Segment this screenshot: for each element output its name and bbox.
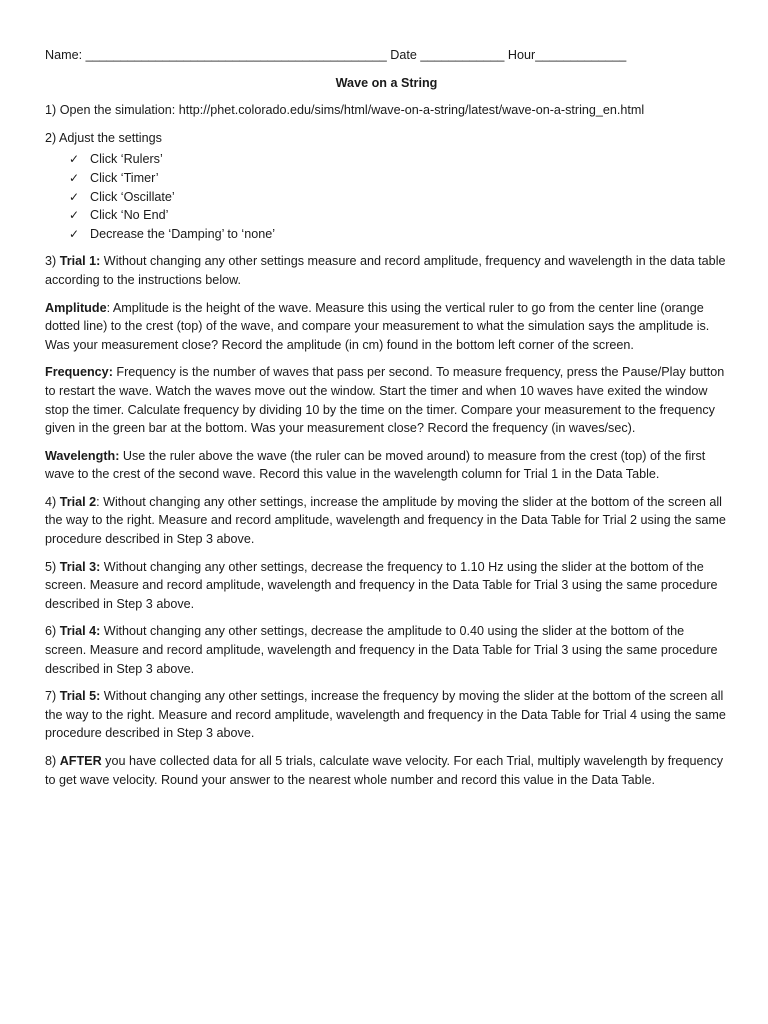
checkmark-icon: ✓ (69, 226, 80, 241)
list-item (69, 150, 728, 169)
list-item (69, 206, 728, 225)
checkmark-icon: ✓ (69, 170, 80, 185)
step-6-trial-4 (45, 622, 728, 678)
step-text: you have collected data for all 5 trials, calculate wave velocity. For each Trial, multiply wavelength by frequency to get wave velocity. Round your answer to the nearest whole number and record this value in the Data Table. (45, 754, 724, 787)
trial-label: Trial 4: (59, 624, 101, 639)
term-label: Frequency: (45, 365, 113, 380)
term-text: Use the ruler above the wave (the ruler can be moved around) to measure from the crest (top) of the first wave to the crest of the second wave. Record this value in the wavelength column for Trial 1 in the Data Table. (45, 448, 706, 482)
checkmark-icon: ✓ (69, 189, 80, 204)
worksheet-title: Wave on a String (335, 75, 438, 90)
date-field-label[interactable]: Date ____________ (386, 48, 505, 62)
step-text: : Without changing any other settings, increase the amplitude by moving the slider at the bottom of the screen all the way to the right. Measure and record amplitude, wavelength and frequency in the Data Table for Trial 2 using the same procedure described in Step 3 above. (45, 494, 726, 547)
name-field-label[interactable]: Name: ___________________________________________ (45, 48, 387, 62)
trial-label: Trial 1: (59, 254, 101, 269)
hour-field-label[interactable]: Hour_____________ (504, 48, 627, 62)
step-3-trial-1 (45, 252, 728, 289)
list-item-label: Click ‘Timer’ (90, 170, 159, 185)
list-item-label: Decrease the ‘Damping’ to ‘none’ (90, 226, 276, 241)
term-text: Frequency is the number of waves that pass per second. To measure frequency, press the Pause/Play button to restart the wave. Watch the waves move out the window. Start the timer and when 10 waves have exited the window stop the timer. Calculate frequency by dividing 10 by the time on the timer. Compare your measurement to the frequency given in the green bar at the bottom. Was your measurement close? Record the frequency (in waves/sec). (45, 365, 725, 436)
checkmark-icon: ✓ (69, 208, 80, 223)
list-item-label: Click ‘Rulers’ (90, 152, 163, 167)
step-number: 3) (45, 254, 60, 269)
emphasis-label: AFTER (59, 754, 102, 768)
step-text: Without changing any other settings, increase the frequency by moving the slider at the bottom of the screen all the way to the right. Measure and record amplitude, wavelength and frequency in the Data Table for Trial 4 using the same procedure described in Step 3 above. (45, 689, 726, 741)
step-number: 8) (45, 754, 60, 768)
settings-checklist (45, 150, 728, 243)
term-text: : Amplitude is the height of the wave. Measure this using the vertical ruler to go from the center line (orange dotted line) to the crest (top) of the wave, and compare your measurement to what the simulation says the amplitude is. Was your measurement close? Record the amplitude (in cm) found in the bottom left corner of the screen. (45, 300, 710, 352)
step-text: Without changing any other settings, decrease the amplitude to 0.40 using the slider at the bottom of the screen. Measure and record amplitude, wavelength and frequency in the Data Table for Trial 3 using the same procedure described in Step 3 above. (45, 624, 718, 676)
list-item-label: Click ‘No End’ (90, 208, 169, 223)
trial-label: Trial 3: (59, 559, 101, 574)
step-number: 6) (45, 624, 60, 639)
step-8-wave-velocity (45, 752, 728, 789)
step-number: 5) (45, 559, 60, 574)
step-1-open-simulation: 1) Open the simulation: http://phet.colorado.edu/sims/html/wave-on-a-string/latest/wave-on-a-string_en.html (45, 103, 645, 118)
frequency-instructions (45, 363, 728, 437)
student-info-line (45, 46, 728, 65)
term-label: Amplitude (45, 300, 107, 315)
wavelength-instructions (45, 447, 728, 484)
step-text: Without changing any other settings, decrease the frequency to 1.10 Hz using the slider at the bottom of the screen. Measure and record amplitude, wavelength and frequency in the Data Table for Trial 3 using the same procedure described in Step 3 above. (45, 559, 718, 611)
step-5-trial-3 (45, 558, 728, 614)
step-number: 4) (45, 494, 60, 509)
list-item-label: Click ‘Oscillate’ (90, 189, 175, 204)
term-label: Wavelength: (45, 448, 120, 463)
list-item (69, 188, 728, 207)
step-text: Without changing any other settings measure and record amplitude, frequency and wavelength in the data table according to the instructions below. (45, 254, 726, 287)
list-item (69, 225, 728, 244)
step-number: 7) (45, 689, 60, 704)
step-2-adjust-settings: 2) Adjust the settings (45, 130, 162, 145)
checkmark-icon: ✓ (69, 152, 80, 167)
step-4-trial-2 (45, 493, 728, 549)
list-item (69, 169, 728, 188)
trial-label: Trial 2 (59, 494, 97, 509)
amplitude-instructions (45, 299, 728, 355)
trial-label: Trial 5: (59, 689, 101, 704)
step-7-trial-5 (45, 687, 728, 743)
